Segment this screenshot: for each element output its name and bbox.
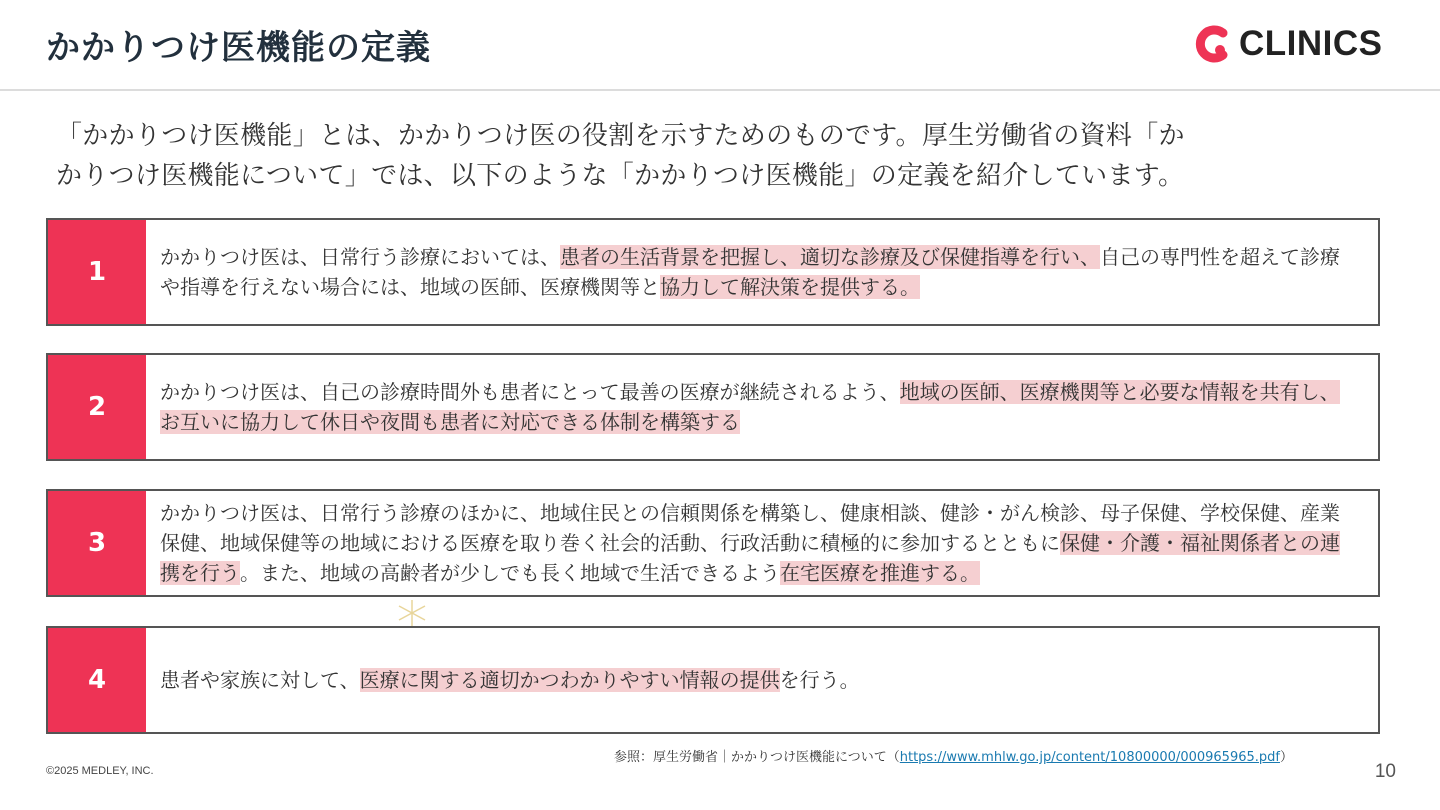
sparkle-decoration-icon	[395, 598, 429, 628]
body-text: かかりつけ医は、自己の診療時間外も患者にとって最善の医療が継続されるよう、	[160, 380, 900, 404]
body-text: かかりつけ医は、日常行う診療のほかに、地域住民との信頼関係を構築し、健康相談、健診・がん検診、母子保健、学校保健、産業保健、地域保健等の地域における医療を取り巻く社会的活動、行政活動に積極的に参加するとともに	[160, 501, 1340, 555]
highlighted-text: 協力して解決策を提供する。	[660, 275, 920, 299]
item-number: 1	[48, 220, 146, 324]
item-text	[160, 355, 1356, 459]
body-text: 患者や家族に対して、	[160, 668, 360, 692]
reference-link[interactable]: https://www.mhlw.go.jp/content/10800000/000965965.pdf	[899, 750, 1280, 765]
header-divider	[0, 89, 1440, 91]
clinics-logo-icon	[1193, 24, 1233, 64]
highlighted-text: 患者の生活背景を把握し、適切な診療及び保健指導を行い、	[560, 245, 1100, 269]
item-text	[160, 220, 1356, 324]
reference-prefix: 参照：厚生労働省｜かかりつけ医機能について（	[614, 750, 900, 765]
body-text: かかりつけ医は、日常行う診療においては、	[160, 245, 560, 269]
highlighted-text: 保健・介護・福祉関係者との連携を行う	[160, 531, 1340, 585]
definition-item-2	[46, 353, 1380, 461]
definition-item-4	[46, 626, 1380, 734]
page-title: かかりつけ医機能の定義	[46, 28, 431, 68]
item-number: 3	[48, 491, 146, 595]
body-text: を行う。	[779, 668, 860, 692]
definition-item-1	[46, 218, 1380, 326]
reference-note	[614, 746, 1293, 765]
clinics-logo	[1193, 24, 1383, 64]
item-number: 2	[48, 355, 146, 459]
reference-suffix: ）	[1279, 750, 1293, 765]
logo-text: CLINICS	[1239, 24, 1383, 63]
highlighted-text: 在宅医療を推進する。	[780, 561, 980, 585]
item-text	[160, 628, 1356, 732]
item-number: 4	[48, 628, 146, 732]
item-text	[160, 491, 1356, 595]
page-number: 10	[1374, 761, 1396, 782]
intro-paragraph: 「かかりつけ医機能」とは、かかりつけ医の役割を示すためのものです。厚生労働省の資料「か かりつけ医機能について」では、以下のような「かかりつけ医機能」の定義を紹介しています。	[56, 121, 1185, 191]
copyright: ©2025 MEDLEY, INC.	[46, 765, 154, 777]
body-text: 自己の専門性を超えて診療や指導を行えない場合には、地域の医師、医療機関等と	[160, 245, 1340, 299]
definition-item-3	[46, 489, 1380, 597]
highlighted-text: 医療に関する適切かつわかりやすい情報の提供	[359, 668, 780, 692]
highlighted-text: 地域の医師、医療機関等と必要な情報を共有し、お互いに協力して休日や夜間も患者に対応できる体制を構築する	[160, 380, 1340, 434]
body-text: 。また、地域の高齢者が少しでも長く地域で生活できるよう	[240, 561, 780, 585]
